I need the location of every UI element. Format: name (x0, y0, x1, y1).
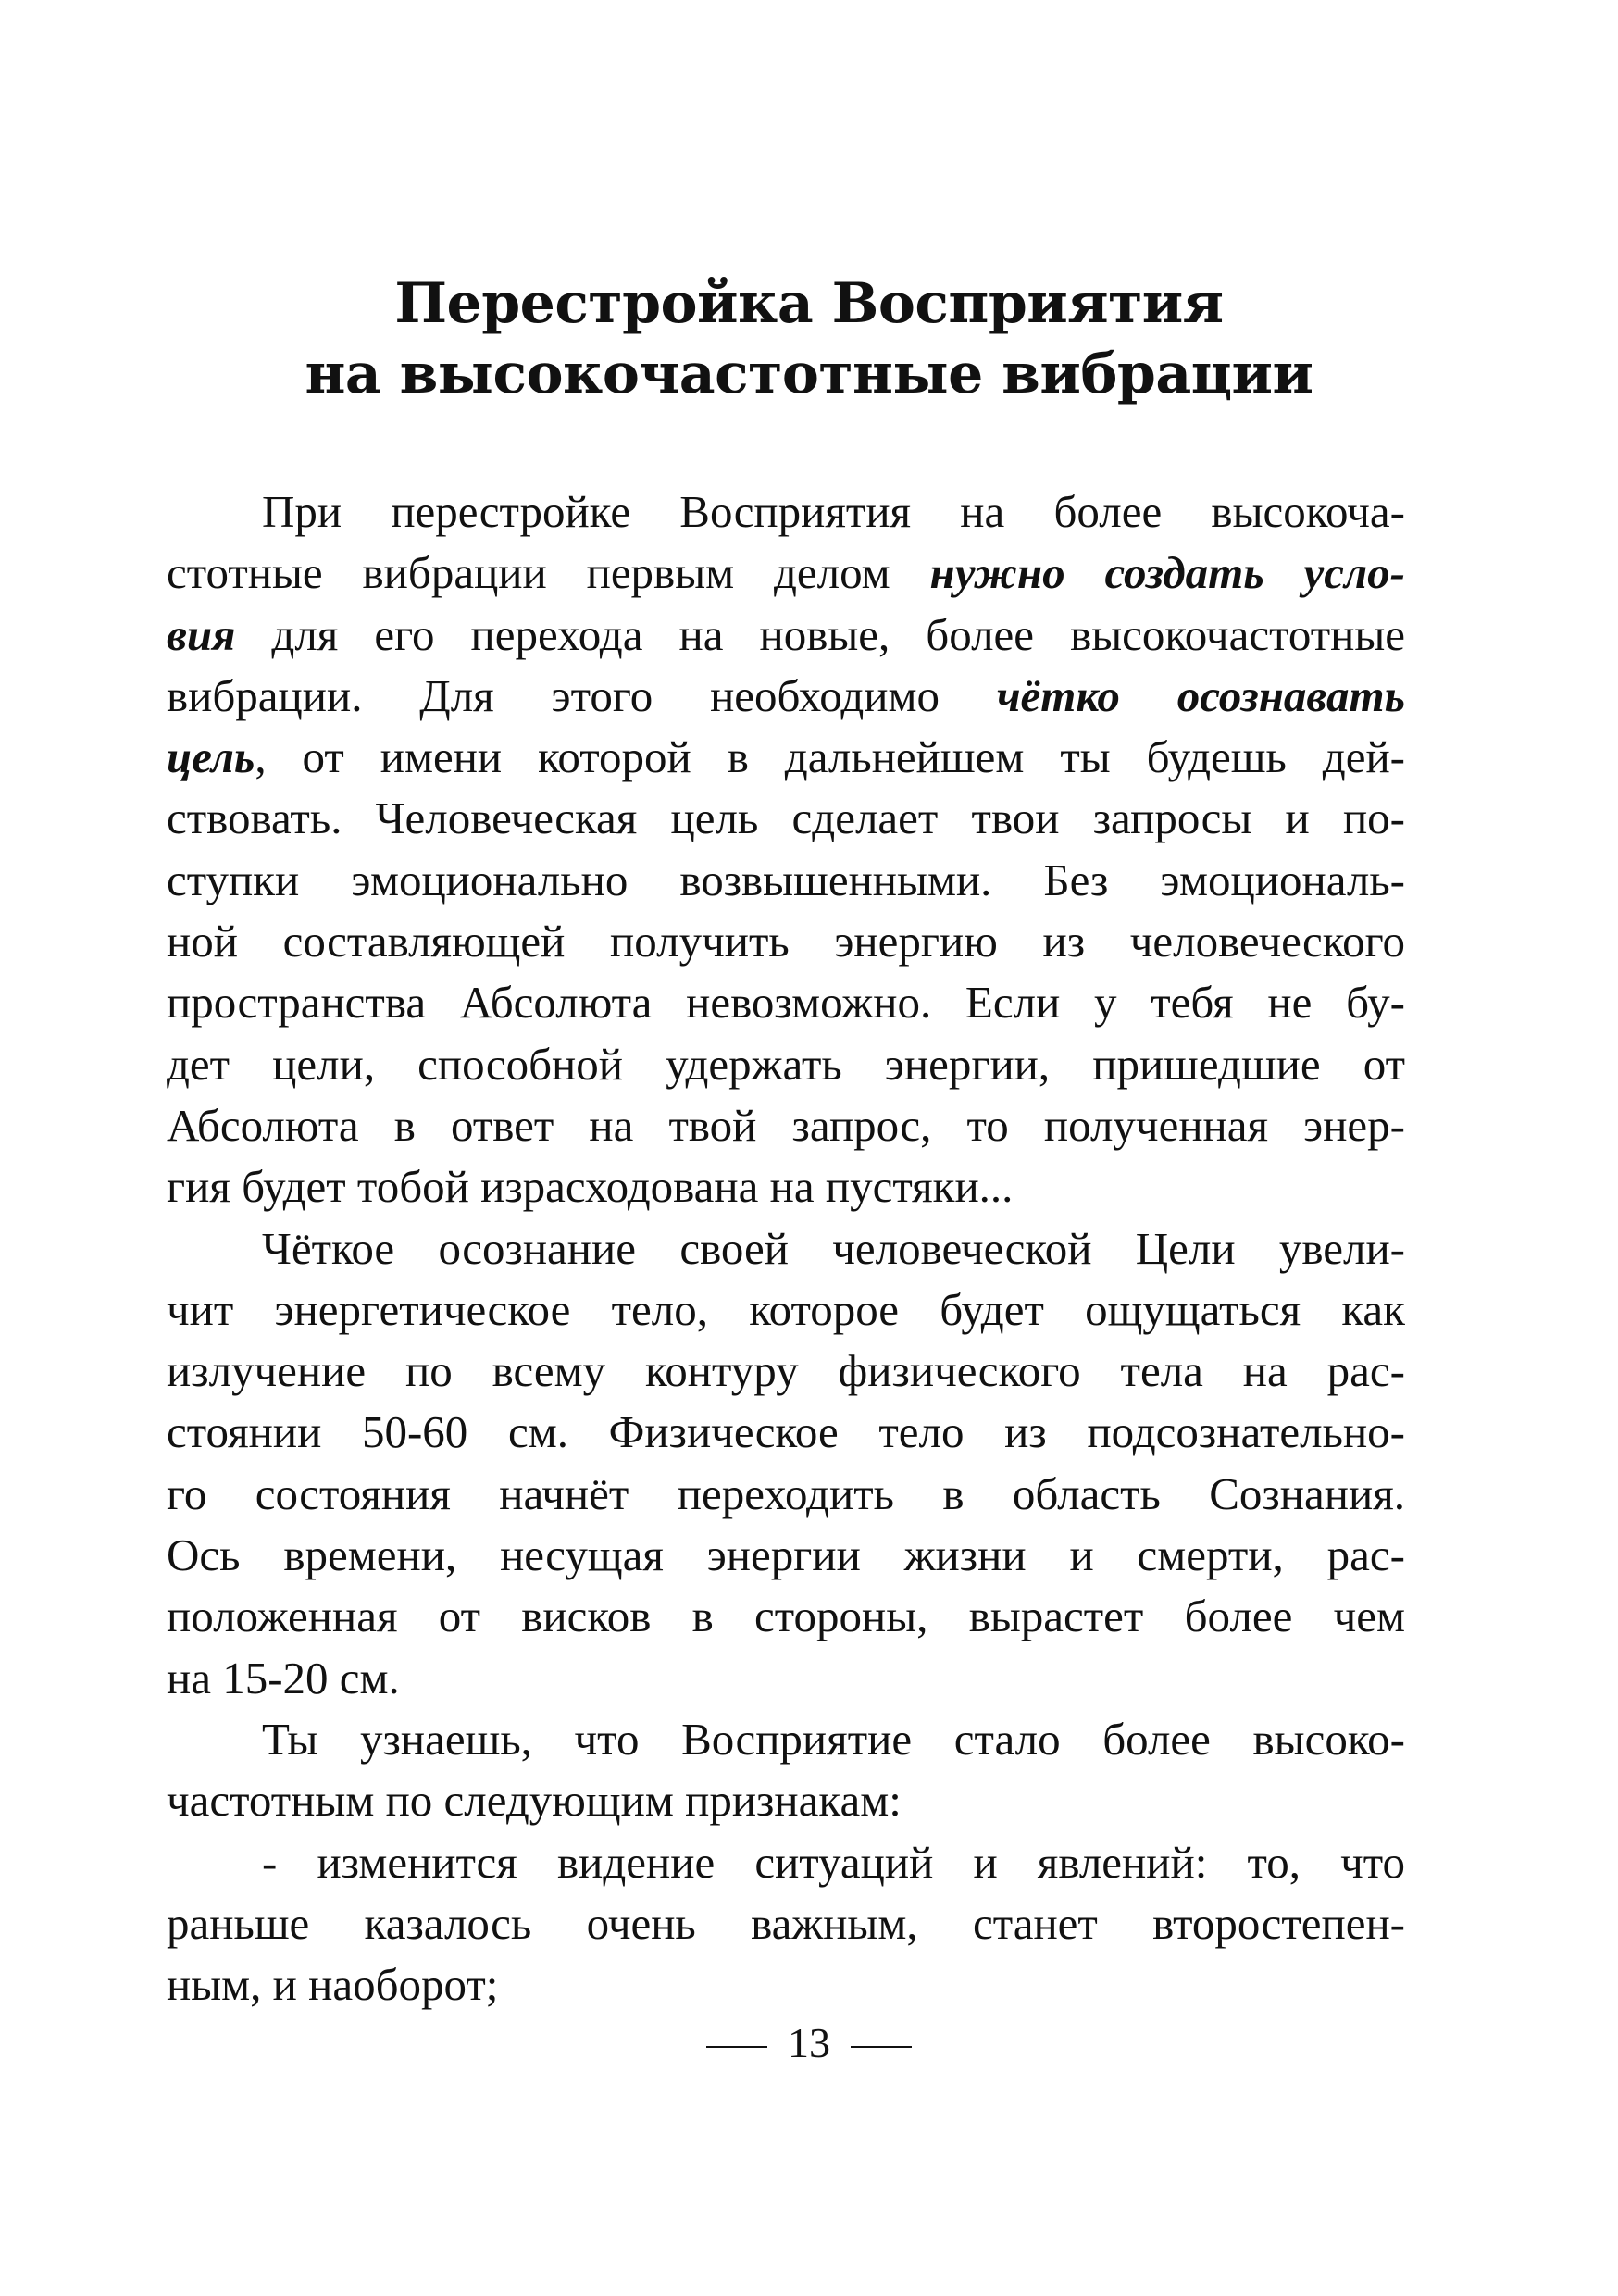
text-line (167, 1893, 1405, 1954)
text-segment: При перестройке Восприятия на более высокоча- (262, 486, 1405, 537)
text-segment: вибрации. Для этого необходимо (167, 669, 997, 721)
emphasized-text: нужно создать усло- (929, 547, 1405, 599)
text-line (167, 1832, 1405, 1893)
text-line (167, 911, 1405, 972)
text-line (167, 1648, 1405, 1709)
text-line (167, 1341, 1405, 1402)
text-line (167, 1954, 1405, 2015)
emphasized-text: цель (167, 731, 255, 783)
text-segment: стоянии 50-60 см. Физическое тело из подсознательно- (167, 1406, 1405, 1458)
text-line (167, 1525, 1405, 1586)
text-segment: излучение по всему контуру физического тела на рас- (167, 1345, 1405, 1397)
page-number-dash-right (851, 2046, 912, 2048)
text-line (167, 1709, 1405, 1770)
text-line (167, 850, 1405, 911)
text-line (167, 1095, 1405, 1156)
text-segment: для его перехода на новые, более высокочастотные (235, 608, 1405, 660)
chapter-title-line-1: Перестройка Восприятия (394, 271, 1224, 336)
page-number (0, 2018, 1618, 2067)
text-segment: ступки эмоционально возвышенными. Без эмоциональ- (167, 854, 1405, 905)
text-segment: на 15-20 см. (167, 1652, 400, 1703)
text-segment: го состояния начнёт переходить в область Сознания. (167, 1467, 1405, 1519)
text-line (167, 727, 1405, 788)
text-segment: Абсолюта в ответ на твой запрос, то полученная энер- (167, 1099, 1405, 1151)
text-segment: раньше казалось очень важным, станет второстепен- (167, 1897, 1405, 1949)
text-segment: Чёткое осознание своей человеческой Цели увели- (262, 1222, 1405, 1274)
body-text (167, 481, 1405, 2015)
text-segment: - изменится видение ситуаций и явлений: то, что (262, 1836, 1405, 1888)
text-segment: ной составляющей получить энергию из человеческого (167, 916, 1405, 967)
text-line (167, 1464, 1405, 1525)
text-segment: чит энергетическое тело, которое будет ощущаться как (167, 1283, 1405, 1335)
text-segment: положенная от висков в стороны, вырастет более чем (167, 1591, 1405, 1642)
text-segment: ным, и наоборот; (167, 1959, 499, 2011)
text-line (167, 1402, 1405, 1463)
text-line (167, 1586, 1405, 1647)
text-line (167, 788, 1405, 849)
paragraph (167, 1832, 1405, 2016)
page-number-dash-left (706, 2046, 767, 2048)
text-line (167, 543, 1405, 604)
emphasized-text: чётко осознавать (996, 669, 1405, 721)
text-line (167, 1034, 1405, 1095)
text-segment: частотным по следующим признакам: (167, 1775, 902, 1827)
text-segment: , от имени которой в дальнейшем ты будешь дей- (255, 731, 1405, 783)
chapter-title-line-2: на высокочастотные вибрации (305, 342, 1313, 406)
text-segment: ствовать. Человеческая цель сделает твои запросы и по- (167, 792, 1405, 844)
text-segment: гия будет тобой израсходована на пустяки... (167, 1161, 1014, 1213)
text-line (167, 972, 1405, 1033)
text-line (167, 666, 1405, 727)
text-line (167, 605, 1405, 666)
text-line (167, 1770, 1405, 1831)
text-line (167, 481, 1405, 543)
paragraph (167, 481, 1405, 1218)
paragraph (167, 1218, 1405, 1709)
text-line (167, 1156, 1405, 1217)
paragraph (167, 1709, 1405, 1832)
text-line (167, 1279, 1405, 1341)
text-segment: Ты узнаешь, что Восприятие стало более высоко- (262, 1713, 1405, 1765)
chapter-title (0, 268, 1618, 409)
text-segment: дет цели, способной удержать энергии, пришедшие от (167, 1038, 1405, 1090)
emphasized-text: вия (167, 608, 236, 660)
text-line (167, 1218, 1405, 1279)
text-segment: пространства Абсолюта невозможно. Если у тебя не бу- (167, 977, 1405, 1029)
text-segment: стотные вибрации первым делом (167, 547, 930, 599)
text-segment: Ось времени, несущая энергии жизни и смерти, рас- (167, 1529, 1405, 1581)
page-number-value: 13 (788, 2019, 830, 2066)
